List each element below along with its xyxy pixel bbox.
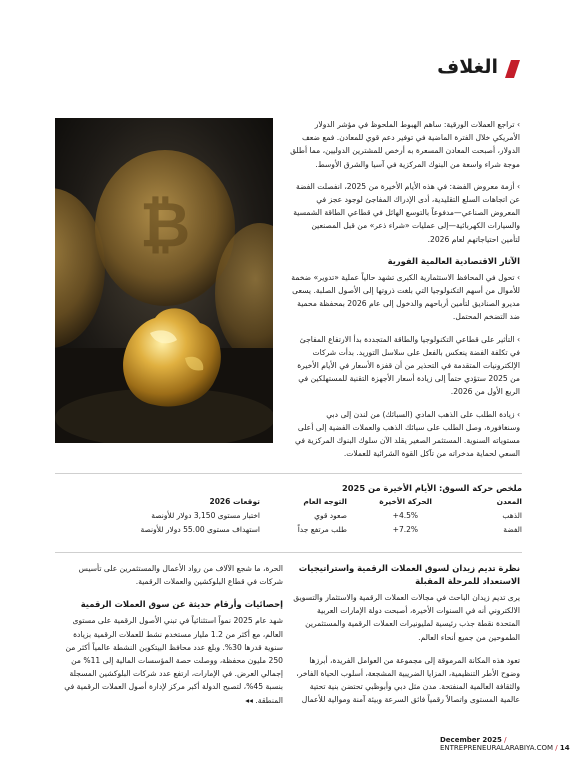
- bottom-left-column: [55, 562, 283, 707]
- bottom-right-column: [292, 562, 520, 707]
- paragraph-tech-energy: › التأثير على قطاعي التكنولوجيا والطاقة المتجددة بدأ الارتفاع المفاجئ في تكلفة الفضة ينعكس بالفعل على سلاسل التوريد. بدأت شركات الإلكترونيات المتقدمة في التحذير من أن قفزة الأسعار في الأيام الأخيرة من 2025 ستؤدي حتماً إلى زيادة أسعار الأجهزة التقنية للمستهلكين في الربع الأول من 2026.: [297, 334, 520, 397]
- table-cell-gold-outlook: اختبار مستوى 3,150 دولار للأونصة: [151, 511, 260, 520]
- top-text-column: [290, 118, 520, 469]
- slash-accent-icon: [505, 60, 520, 78]
- svg-text:₿: ₿: [139, 188, 191, 261]
- table-header-movement: الحركة الأخيرة: [379, 497, 432, 506]
- paragraph-portfolio-shift: › تحول في المحافظ الاستثمارية الكبرى تشهد حالياً عملية «تدوير» ضخمة للأموال من أسهم التكنولوجيا التي بلغت ذروتها إلى الأصول الصلبة. يسعى مديرو الصناديق لتأمين أرباحهم والدخول إلى عام 2026 بمحفظة محمية ضد التضخم المحتمل.: [291, 272, 520, 322]
- paragraph-physical-gold: › زيادة الطلب على الذهب المادي (السبائك) من لندن إلى دبي وسنغافورة، وصل الطلب على سبائك الذهب والعملات الفضية إلى أعلى مستوياته السنوية. المستثمر الصغير يقلد الآن سلوك البنوك المركزية في السعي لحماية مدخراته من تآكل القوة الشرائية للعملات.: [295, 409, 520, 459]
- footer-separator: /: [555, 744, 560, 752]
- divider: [55, 552, 522, 553]
- gold-bitcoin-photo: [55, 118, 273, 443]
- footer-separator: /: [504, 736, 507, 744]
- table-cell-gold: الذهب: [502, 511, 522, 520]
- table-header-trend: التوجه العام: [303, 497, 347, 506]
- table-cell-silver-change: 7.2%+: [392, 525, 418, 534]
- heading-zeidan-view: نظرة تديم زيدان لسوق العملات الرقمية واستراتيجيات الاستعداد للمرحلة المقبلة: [298, 563, 520, 586]
- market-summary-table: [55, 473, 522, 543]
- paragraph-crypto-stats: شهد عام 2025 نمواً استثنائياً في تبني الأصول الرقمية على مستوى العالم، مع أكثر من 1.2 مليار مستخدم نشط للعملات الرقمية بزيادة سنوية قدرها 30%. وبلغ عدد محافظ البيتكوين النشطة عالمياً أكثر من 250 مليون محفظة، ووصلت حصة المؤسسات المالية إلى 11% من إجمالي العرض. في الإمارات، ارتفع عدد شركات البلوكشين المسجلة بنسبة 45%، لتصبح الدولة أكبر مركز لإدارة أصول العملات الرقمية في المنطقة. ◂◂: [64, 616, 283, 705]
- table-header-outlook: توقعات 2026: [209, 497, 260, 506]
- table-cell-silver-trend: طلب مرتفع جداً: [297, 525, 347, 534]
- table-cell-silver: الفضة: [503, 525, 522, 534]
- paragraph-uae-factors: تعود هذه المكانة المرموقة إلى مجموعة من العوامل الفريدة، أبرزها وضوح الأطر التنظيمية، المزايا الضريبية المشجعة، أسلوب الحياة الفاخر، والثقافة العالمية المنفتحة. مدن مثل دبي وأبوظبي تحتضن بنية تحتية عالمية المستوى واتصالاً رقمياً فائق السرعة وبيئة آمنة وموالية للأعمال: [296, 655, 520, 705]
- paragraph-uae-attraction: يرى تديم زيدان الباحث في مجالات العملات الرقمية والاستثمار والتسويق الالكتروني أنه في السنوات الأخيرة، أصبحت دولة الإمارات العربية المتحدة نقطة جذب رئيسية لمليونيرات العملات الرقمية والمستثمرين الطموحين من جميع أنحاء العالم.: [293, 593, 520, 642]
- table-cell-silver-outlook: استهداف مستوى 55.00 دولار للأونصة: [140, 525, 260, 534]
- footer-date: December 2025: [440, 736, 502, 744]
- table-header-metal: المعدن: [496, 497, 522, 506]
- footer-site: ENTREPRENEURALARABIYA.COM: [440, 744, 554, 752]
- page-footer: [440, 736, 576, 752]
- paragraph-currency-decline: › تراجع العملات الورقية: ساهم الهبوط الملحوظ في مؤشر الدولار الأمريكي خلال الفترة الماضية في توفير دعم قوي للمعادن. فمع ضعف الدولار، أصبحت المعادن المسعرة به أرخص للمشترين الدوليين، مما أطلق موجة شراء واسعة من البنوك المركزية في آسيا والشرق الأوسط.: [290, 120, 520, 169]
- market-table-title: ملخص حركة السوق: الأيام الأخيرة من 2025: [342, 483, 522, 493]
- section-heading-economic-effects: الآثار الاقتصادية العالمية الفورية: [387, 255, 520, 266]
- heading-crypto-stats: إحصائيات وأرقام حديثة عن سوق العملات الرقمية: [80, 599, 283, 610]
- table-cell-gold-change: 4.5%+: [392, 511, 418, 520]
- paragraph-silver-supply: › أزمة معروض الفضة: في هذه الأيام الأخيرة من 2025، انفصلت الفضة عن اتجاهات السلع التقليدية، أدى الإدراك المفاجئ لوجود عجز في المعروض الصناعي—مدفوعاً بالتوسع الهائل في قطاعي الطاقة الشمسية والسيارات الكهربائية—إلى عمليات «شراء ذعر» من قبل المصنعين لتأمين احتياجاتهم لعام 2026.: [293, 181, 520, 244]
- section-title: الغلاف: [437, 56, 498, 78]
- table-cell-gold-trend: صعود قوي: [314, 511, 347, 520]
- paragraph-free-zones: الحرة، ما شجع الآلاف من رواد الأعمال والمستثمرين على تأسيس شركات في قطاع البلوكشين والعملات الرقمية.: [78, 564, 283, 587]
- page-number: 14: [559, 744, 570, 752]
